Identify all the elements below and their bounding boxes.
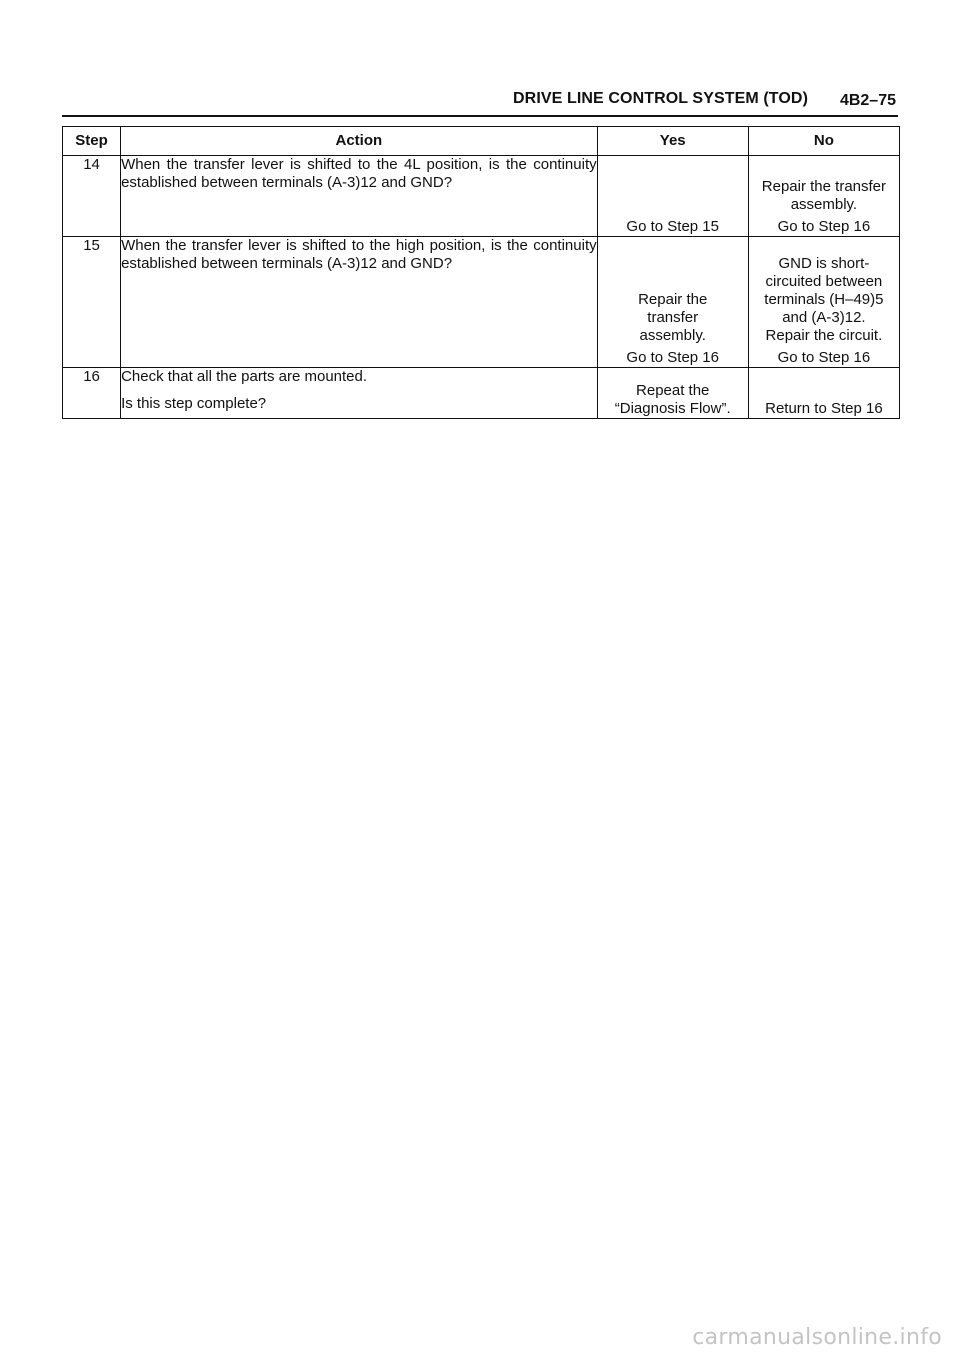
- no-cell: [748, 237, 899, 368]
- step-number: 16: [63, 368, 121, 419]
- no-goto: Go to Step 16: [777, 349, 871, 366]
- action-text: Check that all the parts are mounted.: [121, 368, 368, 385]
- watermark: carmanualsonline.info: [692, 1325, 942, 1350]
- table-row: [63, 368, 900, 419]
- action-text: When the transfer lever is shifted to the high position, is the continuity established between terminals (A-3)12 and GND?: [121, 237, 598, 368]
- header-rule: [62, 115, 898, 117]
- action-cell: [121, 368, 598, 419]
- yes-goto: Go to Step 16: [626, 349, 719, 366]
- no-text: GND is short-circuited between terminals (H–49)5 and (A-3)12. Repair the circuit.: [764, 255, 884, 344]
- no-cell: [748, 156, 899, 237]
- no-text: Return to Step 16: [765, 400, 883, 417]
- yes-cell: [597, 156, 748, 237]
- column-header-step: Step: [63, 127, 121, 156]
- action-question: Is this step complete?: [121, 395, 267, 412]
- no-cell: [748, 368, 899, 419]
- column-header-action: Action: [121, 127, 598, 156]
- yes-text: Repair the transfer assembly.: [638, 291, 708, 344]
- step-number: 15: [63, 237, 121, 368]
- no-text: Repair the transfer assembly.: [761, 178, 887, 213]
- diagnosis-table: [62, 126, 900, 419]
- table-row: [63, 156, 900, 237]
- page-header: [62, 86, 898, 114]
- column-header-no: No: [748, 127, 899, 156]
- yes-text: Repeat the “Diagnosis Flow”.: [614, 382, 731, 417]
- page-number: 4B2–75: [839, 92, 896, 109]
- section-title: DRIVE LINE CONTROL SYSTEM (TOD): [513, 90, 808, 107]
- column-header-yes: Yes: [597, 127, 748, 156]
- step-number: 14: [63, 156, 121, 237]
- yes-goto: Go to Step 15: [626, 218, 719, 235]
- action-text: When the transfer lever is shifted to the 4L position, is the continuity established between terminals (A-3)12 and GND?: [121, 156, 598, 237]
- table-header-row: [63, 127, 900, 156]
- no-goto: Go to Step 16: [777, 218, 871, 235]
- yes-cell: [597, 237, 748, 368]
- yes-cell: [597, 368, 748, 419]
- table-row: [63, 237, 900, 368]
